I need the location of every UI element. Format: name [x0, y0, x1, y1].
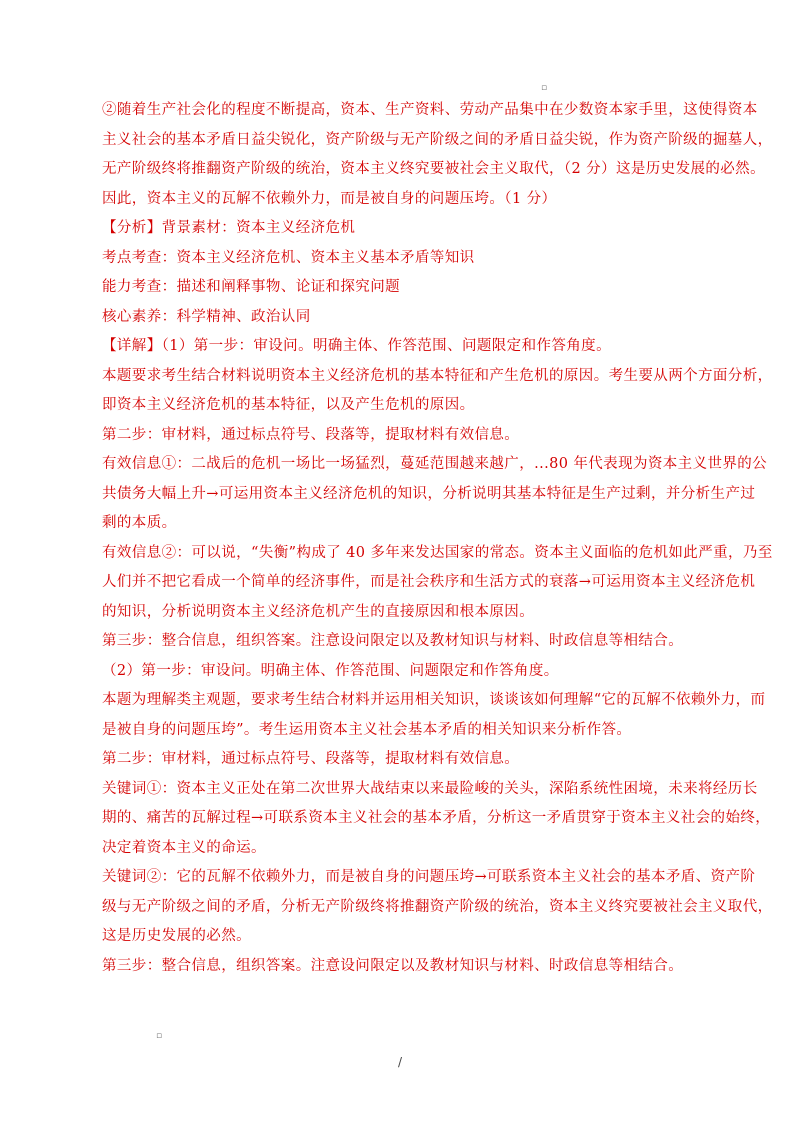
text-line: 期的、痛苦的瓦解过程→可联系资本主义社会的基本矛盾，分析这一矛盾贯穿于资本主义社会的始终， [102, 810, 771, 826]
text-line: 人们并不把它看成一个简单的经济事件，而是社会秩序和生活方式的衰落→可运用资本主义经济危机 [102, 574, 756, 590]
text-line: 第二步：审材料，通过标点符号、段落等，提取材料有效信息。 [102, 426, 520, 443]
text-line: 这是历史发展的必然。 [102, 928, 251, 944]
detail-heading: 【详解】（1）第一步：审设问。明确主体、作答范围、问题限定和作答角度。 [102, 338, 611, 354]
text-line: ②随着生产社会化的程度不断提高，资本、生产资料、劳动产品集中在少数资本家手里，这使得资本 [102, 102, 758, 118]
text-line: 主义社会的基本矛盾日益尖锐化，资产阶级与无产阶级之间的矛盾日益尖锐，作为资产阶级的掘墓人， [102, 131, 773, 148]
text-line: 考点考查：资本主义经济危机、资本主义基本矛盾等知识 [102, 249, 475, 266]
text-line: 第三步：整合信息，组织答案。注意设问限定以及教材知识与材料、时政信息等相结合。 [102, 957, 684, 974]
bottom-marker: ▫ [156, 1031, 163, 1041]
answer-body [102, 96, 773, 981]
text-line: 关键词②：它的瓦解不依赖外力，而是被自身的问题压垮→可联系资本主义社会的基本矛盾、资产阶 [102, 869, 756, 885]
text-line: 剩的本质。 [102, 515, 177, 531]
page-number: / [397, 1055, 403, 1069]
text-line: 因此，资本主义的瓦解不依赖外力，而是被自身的问题压垮。（1 分） [102, 190, 557, 207]
text-line: 级与无产阶级之间的矛盾，分析无产阶级终将推翻资产阶级的统治，资本主义终究要被社会主义取代， [102, 898, 773, 915]
text-line: 第二步：审材料，通过标点符号、段落等，提取材料有效信息。 [102, 751, 520, 767]
text-line: 有效信息①：二战后的危机一场比一场猛烈，蔓延范围越来越广，...80 年代表现为资本主义世界的公 [102, 456, 768, 472]
analysis-heading: 【分析】背景素材：资本主义经济危机 [102, 220, 356, 236]
text-line: （2）第一步：审设问。明确主体、作答范围、问题限定和作答角度。 [102, 662, 559, 679]
text-line: 共债务大幅上升→可运用资本主义经济危机的知识，分析说明其基本特征是生产过剩，并分析生产过 [102, 485, 756, 502]
text-line: 即资本主义经济危机的基本特征，以及产生危机的原因。 [102, 397, 475, 413]
text-line: 第三步：整合信息，组织答案。注意设问限定以及教材知识与材料、时政信息等相结合。 [102, 633, 684, 649]
text-line: 决定着资本主义的命运。 [102, 839, 266, 856]
text-line: 关键词①：资本主义正处在第二次世界大战结束以来最险峻的关头，深陷系统性困境，未来将经历长 [102, 780, 758, 797]
text-line: 能力考查：描述和阐释事物、论证和探究问题 [102, 279, 400, 295]
text-line: 无产阶级终将推翻资产阶级的统治，资本主义终究要被社会主义取代，（2 分）这是历史发展的必然。 [102, 161, 765, 177]
text-line: 是被自身的问题压垮”。考生运用资本主义社会基本矛盾的相关知识来分析作答。 [102, 721, 632, 738]
top-marker: ▫ [541, 83, 548, 93]
text-line: 本题要求考生结合材料说明资本主义经济危机的基本特征和产生危机的原因。考生要从两个方面分析， [102, 367, 773, 384]
text-line: 核心素养：科学精神、政治认同 [102, 308, 311, 325]
text-line: 本题为理解类主观题，要求考生结合材料并运用相关知识，谈谈该如何理解“它的瓦解不依赖外力，而 [102, 692, 766, 708]
text-line: 的知识，分析说明资本主义经济危机产生的直接原因和根本原因。 [102, 603, 535, 620]
text-line: 有效信息②：可以说，“失衡”构成了 40 多年来发达国家的常态。资本主义面临的危机如此严重，乃至 [102, 544, 773, 561]
